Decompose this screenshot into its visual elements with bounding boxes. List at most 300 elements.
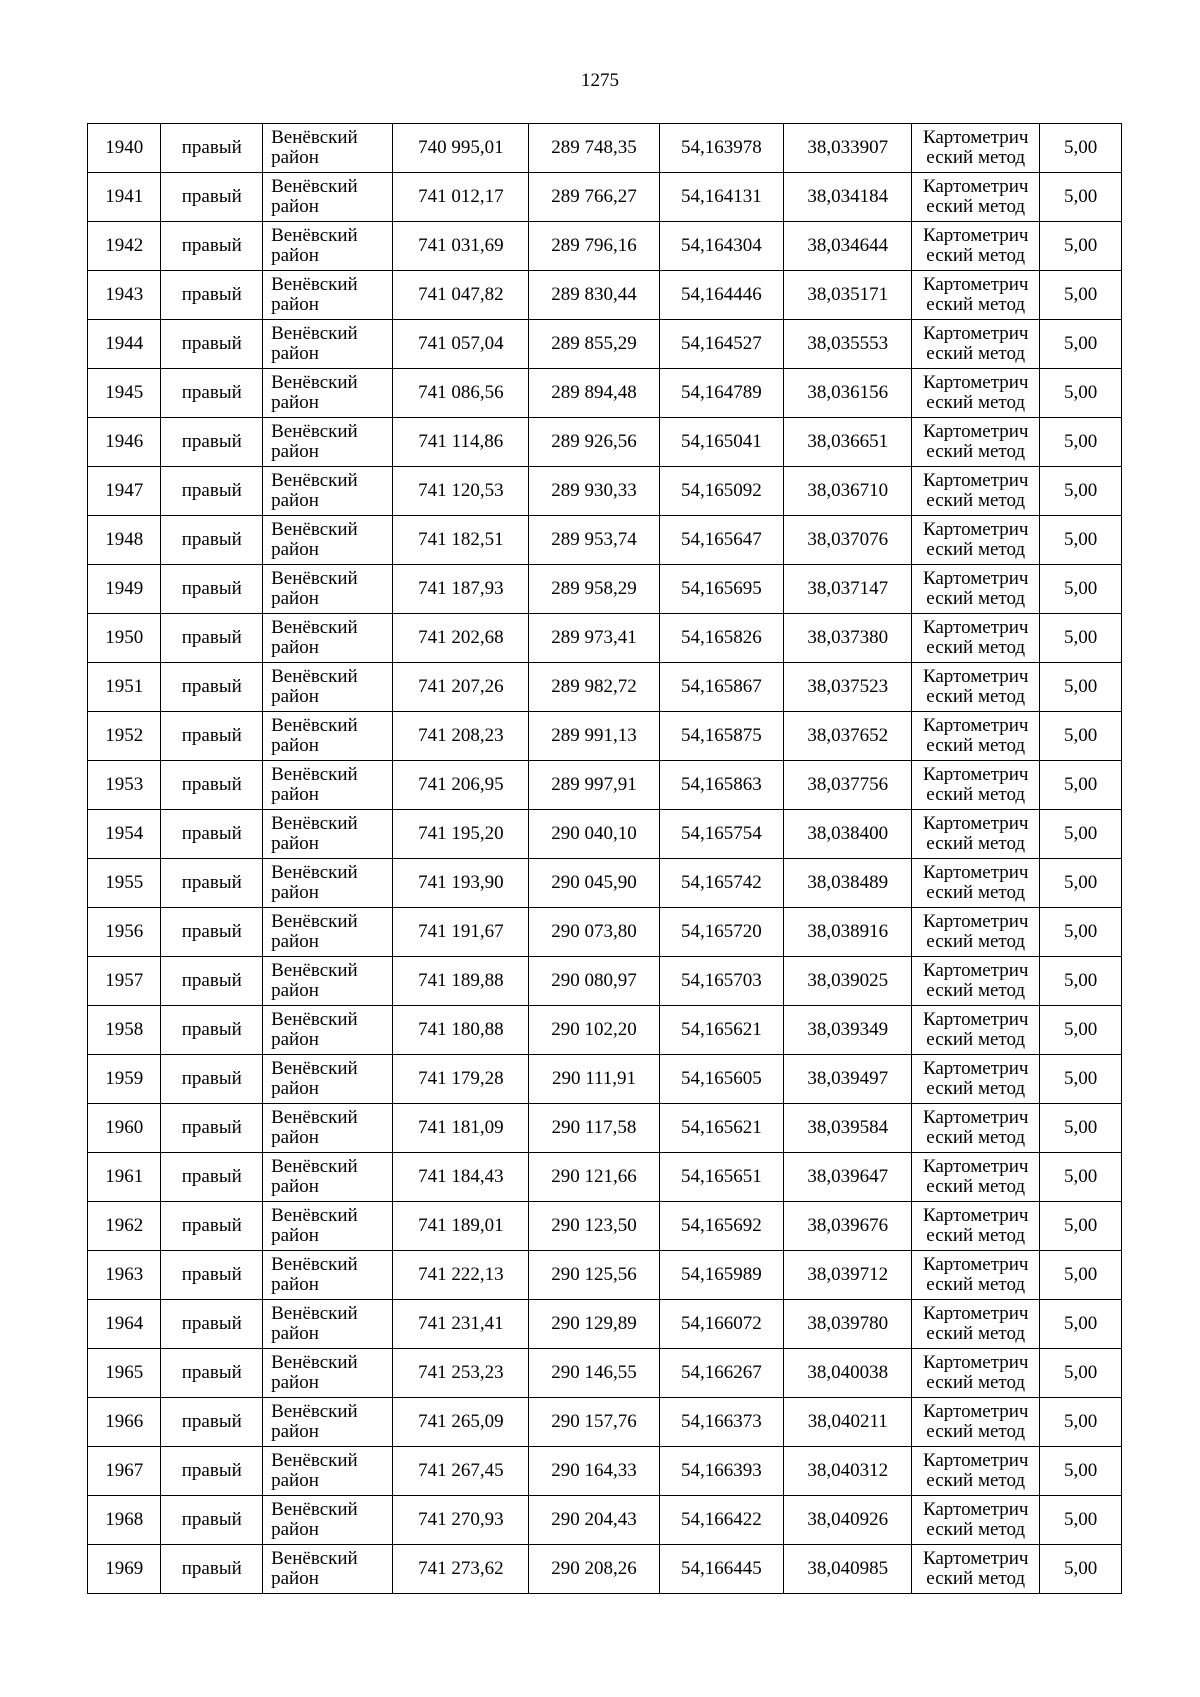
bank-side-cell (161, 810, 263, 859)
x-coordinate-cell-text: 741 114,86 (418, 431, 504, 452)
point-number-cell-text: 1942 (105, 235, 144, 256)
district-cell-text: Венёвский (271, 1058, 358, 1079)
table-row (88, 957, 1122, 1006)
latitude-cell (659, 1496, 784, 1545)
latitude-cell-text: 54,166422 (681, 1509, 762, 1530)
table-body (88, 124, 1122, 1594)
bank-side-cell-text: правый (181, 235, 242, 256)
point-number-cell (88, 565, 161, 614)
latitude-cell (659, 1202, 784, 1251)
longitude-cell-text: 38,039584 (807, 1117, 889, 1138)
latitude-cell (659, 663, 784, 712)
district-cell-text: район (271, 147, 319, 168)
y-coordinate-cell (529, 320, 659, 369)
district-cell (263, 565, 393, 614)
method-cell-text: Картометрич (922, 1009, 1029, 1030)
accuracy-cell-text: 5,00 (1063, 1264, 1098, 1285)
bank-side-cell (161, 418, 263, 467)
latitude-cell-text: 54,165651 (681, 1166, 762, 1187)
table-row (88, 320, 1122, 369)
district-cell (263, 1349, 393, 1398)
longitude-cell-text: 38,037380 (807, 627, 889, 648)
accuracy-cell-text: 5,00 (1063, 1460, 1098, 1481)
district-cell-text: район (271, 539, 319, 560)
x-coordinate-cell-text: 741 222,13 (418, 1264, 504, 1285)
point-number-cell (88, 810, 161, 859)
accuracy-cell (1040, 1202, 1122, 1251)
bank-side-cell-text: правый (181, 333, 242, 354)
method-cell-text: Картометрич (922, 323, 1029, 344)
longitude-cell (784, 957, 912, 1006)
point-number-cell-text: 1954 (105, 823, 144, 844)
bank-side-cell-text: правый (181, 921, 242, 942)
accuracy-cell-text: 5,00 (1063, 431, 1098, 452)
point-number-cell (88, 1006, 161, 1055)
district-cell-text: Венёвский (271, 960, 358, 981)
point-number-cell-text: 1943 (105, 284, 144, 305)
longitude-cell-text: 38,037756 (807, 774, 889, 795)
longitude-cell-text: 38,040926 (807, 1509, 889, 1530)
y-coordinate-cell-text: 289 958,29 (551, 578, 637, 599)
table-row (88, 271, 1122, 320)
y-coordinate-cell (529, 957, 659, 1006)
bank-side-cell-text: правый (181, 1215, 242, 1236)
accuracy-cell-text: 5,00 (1063, 1313, 1098, 1334)
latitude-cell-text: 54,166267 (681, 1362, 762, 1383)
y-coordinate-cell-text: 290 157,76 (551, 1411, 637, 1432)
district-cell-text: район (271, 441, 319, 462)
bank-side-cell-text: правый (181, 1313, 242, 1334)
method-cell (912, 1251, 1040, 1300)
point-number-cell-text: 1964 (105, 1313, 144, 1334)
x-coordinate-cell (393, 957, 529, 1006)
district-cell-text: район (271, 931, 319, 952)
bank-side-cell (161, 173, 263, 222)
longitude-cell (784, 1398, 912, 1447)
latitude-cell-text: 54,165695 (681, 578, 762, 599)
district-cell-text: район (271, 1372, 319, 1393)
y-coordinate-cell (529, 614, 659, 663)
y-coordinate-cell (529, 1104, 659, 1153)
bank-side-cell-text: правый (181, 1166, 242, 1187)
district-cell-text: район (271, 784, 319, 805)
district-cell-text: Венёвский (271, 1156, 358, 1177)
table-row (88, 810, 1122, 859)
x-coordinate-cell (393, 1251, 529, 1300)
y-coordinate-cell (529, 1055, 659, 1104)
y-coordinate-cell-text: 289 855,29 (551, 333, 637, 354)
y-coordinate-cell (529, 222, 659, 271)
bank-side-cell (161, 1545, 263, 1594)
latitude-cell (659, 1349, 784, 1398)
district-cell-text: Венёвский (271, 1499, 358, 1520)
point-number-cell-text: 1966 (105, 1411, 144, 1432)
method-cell-text: еский метод (926, 392, 1026, 413)
district-cell-text: район (271, 637, 319, 658)
method-cell-text: Картометрич (922, 1254, 1029, 1275)
latitude-cell (659, 859, 784, 908)
point-number-cell-text: 1969 (105, 1558, 144, 1579)
y-coordinate-cell-text: 289 926,56 (551, 431, 637, 452)
method-cell (912, 1447, 1040, 1496)
x-coordinate-cell-text: 741 184,43 (418, 1166, 504, 1187)
accuracy-cell (1040, 124, 1122, 173)
latitude-cell (659, 173, 784, 222)
district-cell (263, 1300, 393, 1349)
method-cell-text: Картометрич (922, 1548, 1029, 1569)
bank-side-cell-text: правый (181, 1264, 242, 1285)
longitude-cell (784, 1006, 912, 1055)
district-cell-text: район (271, 833, 319, 854)
longitude-cell (784, 1055, 912, 1104)
y-coordinate-cell (529, 565, 659, 614)
method-cell-text: еский метод (926, 637, 1026, 658)
method-cell-text: Картометрич (922, 127, 1029, 148)
accuracy-cell (1040, 908, 1122, 957)
district-cell-text: район (271, 343, 319, 364)
method-cell (912, 271, 1040, 320)
table-row (88, 418, 1122, 467)
y-coordinate-cell-text: 290 073,80 (551, 921, 637, 942)
method-cell (912, 516, 1040, 565)
district-cell (263, 1447, 393, 1496)
bank-side-cell-text: правый (181, 1509, 242, 1530)
latitude-cell-text: 54,165989 (681, 1264, 762, 1285)
point-number-cell (88, 173, 161, 222)
x-coordinate-cell (393, 1545, 529, 1594)
latitude-cell-text: 54,165692 (681, 1215, 762, 1236)
point-number-cell-text: 1945 (105, 382, 144, 403)
table-row (88, 1496, 1122, 1545)
district-cell (263, 222, 393, 271)
bank-side-cell (161, 761, 263, 810)
method-cell-text: Картометрич (922, 960, 1029, 981)
bank-side-cell-text: правый (181, 676, 242, 697)
district-cell (263, 1202, 393, 1251)
longitude-cell-text: 38,036156 (807, 382, 889, 403)
bank-side-cell-text: правый (181, 1558, 242, 1579)
bank-side-cell (161, 565, 263, 614)
district-cell-text: район (271, 1176, 319, 1197)
x-coordinate-cell-text: 741 047,82 (418, 284, 504, 305)
y-coordinate-cell-text: 290 204,43 (551, 1509, 637, 1530)
latitude-cell (659, 1251, 784, 1300)
method-cell-text: еский метод (926, 588, 1026, 609)
latitude-cell-text: 54,164131 (681, 186, 762, 207)
district-cell-text: Венёвский (271, 862, 358, 883)
district-cell (263, 761, 393, 810)
district-cell-text: район (271, 1078, 319, 1099)
point-number-cell-text: 1949 (105, 578, 144, 599)
accuracy-cell (1040, 222, 1122, 271)
method-cell-text: еский метод (926, 1470, 1026, 1491)
accuracy-cell (1040, 1545, 1122, 1594)
latitude-cell (659, 516, 784, 565)
longitude-cell (784, 467, 912, 516)
accuracy-cell-text: 5,00 (1063, 186, 1098, 207)
table-row (88, 1251, 1122, 1300)
accuracy-cell-text: 5,00 (1063, 823, 1098, 844)
method-cell-text: еский метод (926, 735, 1026, 756)
y-coordinate-cell (529, 418, 659, 467)
y-coordinate-cell (529, 1496, 659, 1545)
y-coordinate-cell-text: 289 796,16 (551, 235, 637, 256)
method-cell-text: Картометрич (922, 1450, 1029, 1471)
x-coordinate-cell (393, 1300, 529, 1349)
bank-side-cell-text: правый (181, 823, 242, 844)
longitude-cell (784, 859, 912, 908)
method-cell-text: еский метод (926, 441, 1026, 462)
method-cell-text: еский метод (926, 1323, 1026, 1344)
district-cell (263, 369, 393, 418)
method-cell-text: еский метод (926, 539, 1026, 560)
point-number-cell (88, 1398, 161, 1447)
latitude-cell-text: 54,165826 (681, 627, 762, 648)
longitude-cell-text: 38,037076 (807, 529, 889, 550)
longitude-cell (784, 418, 912, 467)
district-cell (263, 124, 393, 173)
district-cell (263, 1153, 393, 1202)
bank-side-cell (161, 614, 263, 663)
bank-side-cell-text: правый (181, 1068, 242, 1089)
accuracy-cell (1040, 663, 1122, 712)
district-cell (263, 1251, 393, 1300)
method-cell (912, 712, 1040, 761)
method-cell-text: еский метод (926, 1421, 1026, 1442)
method-cell-text: Картометрич (922, 862, 1029, 883)
bank-side-cell-text: правый (181, 1411, 242, 1432)
longitude-cell-text: 38,036651 (807, 431, 889, 452)
accuracy-cell (1040, 614, 1122, 663)
latitude-cell-text: 54,165621 (681, 1117, 762, 1138)
x-coordinate-cell-text: 741 267,45 (418, 1460, 504, 1481)
table-row (88, 1153, 1122, 1202)
y-coordinate-cell (529, 1545, 659, 1594)
accuracy-cell-text: 5,00 (1063, 1509, 1098, 1530)
longitude-cell-text: 38,035171 (807, 284, 889, 305)
y-coordinate-cell (529, 467, 659, 516)
point-number-cell (88, 516, 161, 565)
latitude-cell-text: 54,166072 (681, 1313, 762, 1334)
latitude-cell (659, 467, 784, 516)
point-number-cell (88, 1545, 161, 1594)
y-coordinate-cell-text: 289 997,91 (551, 774, 637, 795)
method-cell-text: Картометрич (922, 225, 1029, 246)
longitude-cell (784, 761, 912, 810)
longitude-cell-text: 38,037523 (807, 676, 889, 697)
method-cell (912, 1153, 1040, 1202)
point-number-cell-text: 1965 (105, 1362, 144, 1383)
district-cell-text: Венёвский (271, 1254, 358, 1275)
x-coordinate-cell-text: 741 270,93 (418, 1509, 504, 1530)
district-cell-text: район (271, 1323, 319, 1344)
point-number-cell-text: 1960 (105, 1117, 144, 1138)
method-cell (912, 320, 1040, 369)
x-coordinate-cell (393, 1349, 529, 1398)
method-cell-text: еский метод (926, 1127, 1026, 1148)
accuracy-cell-text: 5,00 (1063, 1411, 1098, 1432)
accuracy-cell (1040, 712, 1122, 761)
accuracy-cell-text: 5,00 (1063, 382, 1098, 403)
district-cell-text: район (271, 588, 319, 609)
bank-side-cell (161, 271, 263, 320)
method-cell-text: еский метод (926, 245, 1026, 266)
y-coordinate-cell (529, 1398, 659, 1447)
longitude-cell-text: 38,037652 (807, 725, 889, 746)
bank-side-cell (161, 467, 263, 516)
point-number-cell-text: 1957 (105, 970, 144, 991)
table-row (88, 1300, 1122, 1349)
latitude-cell-text: 54,164304 (681, 235, 762, 256)
longitude-cell (784, 614, 912, 663)
point-number-cell-text: 1948 (105, 529, 144, 550)
point-number-cell-text: 1946 (105, 431, 144, 452)
method-cell (912, 467, 1040, 516)
y-coordinate-cell-text: 290 080,97 (551, 970, 637, 991)
latitude-cell-text: 54,165863 (681, 774, 762, 795)
y-coordinate-cell-text: 290 040,10 (551, 823, 637, 844)
method-cell-text: еский метод (926, 686, 1026, 707)
accuracy-cell-text: 5,00 (1063, 235, 1098, 256)
y-coordinate-cell-text: 289 991,13 (551, 725, 637, 746)
latitude-cell-text: 54,166393 (681, 1460, 762, 1481)
district-cell (263, 1398, 393, 1447)
method-cell-text: еский метод (926, 1372, 1026, 1393)
longitude-cell-text: 38,038400 (807, 823, 889, 844)
method-cell (912, 1398, 1040, 1447)
bank-side-cell-text: правый (181, 1117, 242, 1138)
latitude-cell (659, 1006, 784, 1055)
latitude-cell (659, 271, 784, 320)
latitude-cell-text: 54,164789 (681, 382, 762, 403)
district-cell-text: Венёвский (271, 519, 358, 540)
accuracy-cell-text: 5,00 (1063, 872, 1098, 893)
method-cell-text: еский метод (926, 784, 1026, 805)
method-cell (912, 614, 1040, 663)
point-number-cell-text: 1952 (105, 725, 144, 746)
y-coordinate-cell-text: 289 766,27 (551, 186, 637, 207)
bank-side-cell (161, 1398, 263, 1447)
x-coordinate-cell-text: 741 207,26 (418, 676, 504, 697)
method-cell (912, 1202, 1040, 1251)
longitude-cell-text: 38,040312 (807, 1460, 889, 1481)
district-cell-text: район (271, 1568, 319, 1589)
latitude-cell-text: 54,165754 (681, 823, 762, 844)
y-coordinate-cell-text: 290 117,58 (551, 1117, 637, 1138)
point-number-cell (88, 418, 161, 467)
point-number-cell (88, 712, 161, 761)
method-cell (912, 1349, 1040, 1398)
method-cell-text: еский метод (926, 196, 1026, 217)
longitude-cell (784, 1300, 912, 1349)
longitude-cell (784, 1104, 912, 1153)
district-cell-text: Венёвский (271, 617, 358, 638)
bank-side-cell-text: правый (181, 284, 242, 305)
district-cell-text: район (271, 1519, 319, 1540)
method-cell-text: еский метод (926, 1078, 1026, 1099)
bank-side-cell (161, 957, 263, 1006)
method-cell-text: Картометрич (922, 1352, 1029, 1373)
point-number-cell (88, 1300, 161, 1349)
longitude-cell (784, 369, 912, 418)
bank-side-cell-text: правый (181, 1460, 242, 1481)
point-number-cell (88, 467, 161, 516)
accuracy-cell-text: 5,00 (1063, 774, 1098, 795)
latitude-cell-text: 54,165720 (681, 921, 762, 942)
longitude-cell (784, 320, 912, 369)
table-row (88, 663, 1122, 712)
x-coordinate-cell (393, 418, 529, 467)
point-number-cell (88, 320, 161, 369)
method-cell-text: Картометрич (922, 764, 1029, 785)
method-cell-text: еский метод (926, 147, 1026, 168)
method-cell-text: Картометрич (922, 1205, 1029, 1226)
bank-side-cell (161, 1153, 263, 1202)
method-cell-text: Картометрич (922, 1058, 1029, 1079)
x-coordinate-cell-text: 741 182,51 (418, 529, 504, 550)
table-row (88, 124, 1122, 173)
y-coordinate-cell-text: 290 129,89 (551, 1313, 637, 1334)
bank-side-cell-text: правый (181, 872, 242, 893)
longitude-cell-text: 38,033907 (807, 137, 889, 158)
x-coordinate-cell-text: 741 193,90 (418, 872, 504, 893)
bank-side-cell (161, 1251, 263, 1300)
longitude-cell (784, 1153, 912, 1202)
bank-side-cell (161, 222, 263, 271)
accuracy-cell (1040, 173, 1122, 222)
district-cell (263, 663, 393, 712)
longitude-cell (784, 810, 912, 859)
longitude-cell-text: 38,040211 (807, 1411, 888, 1432)
bank-side-cell (161, 1349, 263, 1398)
bank-side-cell-text: правый (181, 627, 242, 648)
district-cell-text: Венёвский (271, 470, 358, 491)
method-cell-text: еский метод (926, 882, 1026, 903)
district-cell (263, 418, 393, 467)
accuracy-cell-text: 5,00 (1063, 1362, 1098, 1383)
bank-side-cell (161, 712, 263, 761)
latitude-cell (659, 810, 784, 859)
table-row (88, 1202, 1122, 1251)
table-row (88, 908, 1122, 957)
bank-side-cell-text: правый (181, 137, 242, 158)
method-cell-text: Картометрич (922, 519, 1029, 540)
method-cell-text: еский метод (926, 833, 1026, 854)
y-coordinate-cell (529, 1202, 659, 1251)
method-cell (912, 957, 1040, 1006)
method-cell (912, 1496, 1040, 1545)
method-cell (912, 418, 1040, 467)
bank-side-cell-text: правый (181, 480, 242, 501)
point-number-cell (88, 1349, 161, 1398)
x-coordinate-cell-text: 741 181,09 (418, 1117, 504, 1138)
longitude-cell-text: 38,034644 (807, 235, 889, 256)
district-cell-text: Венёвский (271, 813, 358, 834)
district-cell-text: Венёвский (271, 764, 358, 785)
method-cell-text: Картометрич (922, 617, 1029, 638)
latitude-cell-text: 54,165647 (681, 529, 762, 550)
latitude-cell-text: 54,165742 (681, 872, 762, 893)
longitude-cell (784, 663, 912, 712)
x-coordinate-cell (393, 1398, 529, 1447)
longitude-cell (784, 222, 912, 271)
latitude-cell (659, 320, 784, 369)
y-coordinate-cell-text: 290 164,33 (551, 1460, 637, 1481)
accuracy-cell (1040, 1006, 1122, 1055)
longitude-cell (784, 1349, 912, 1398)
x-coordinate-cell (393, 1202, 529, 1251)
table-row (88, 761, 1122, 810)
